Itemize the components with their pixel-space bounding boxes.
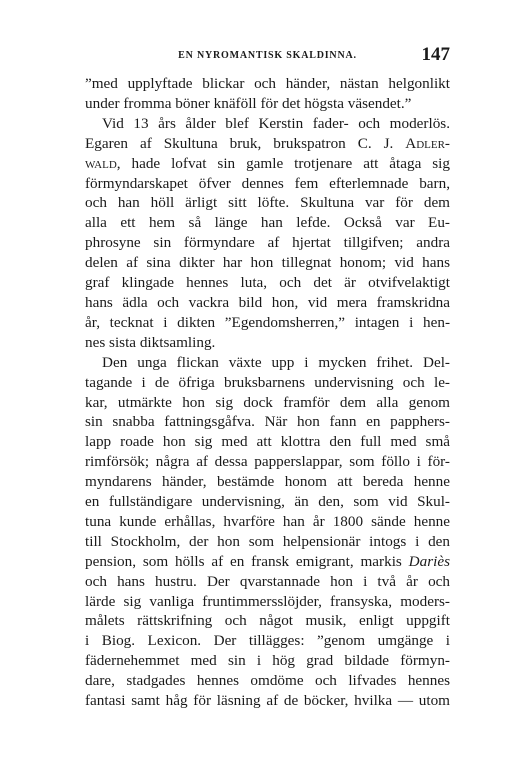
text-line: ”med upplyftade blickar och händer, nästan helgonlikt xyxy=(85,75,450,92)
text-line: och han höll ärligt sitt löfte. Skultuna var för dem xyxy=(85,194,450,212)
text-line: till Stockholm, der hon som helpensionär intogs i den xyxy=(85,532,450,550)
text-line: år, tecknat i dikten ”Egendomsherren,” intagen i hen- xyxy=(85,313,450,331)
body-text xyxy=(85,74,450,711)
text-line: Vid 13 års ålder blef Kerstin fader- och moderlös. xyxy=(102,114,450,132)
text-line: tagande i de öfriga bruksbarnens undervisning och le- xyxy=(85,373,450,391)
text-line: delen af sina dikter har hon tillegnat honom; vid hans xyxy=(85,254,450,272)
text-line: dare, stadgades hennes omdöme och lifvades hennes xyxy=(85,672,450,690)
running-head xyxy=(85,44,450,70)
text-line: lapp roade hon sig med att klottra den full med små xyxy=(85,433,450,451)
text-line: kar, utmärkte hon sig dock framför dem alla genom xyxy=(85,393,450,411)
text-line: alla ett hem så länge han lefde. Också var Eu- xyxy=(85,214,450,232)
text-line: förmyndarskapet öfver dennes fem efterlemnade barn, xyxy=(85,174,450,192)
text-line: sin snabba fattningsgåfva. När hon fann en papphers- xyxy=(85,413,450,431)
text-line: Egaren af Skultuna bruk, brukspatron C. J. Adler- xyxy=(85,134,450,152)
text-line: under fromma böner knäföll för det högsta väsendet.” xyxy=(85,94,412,112)
text-line: phrosyne sin förmyndare af hjertat tillgifven; andra xyxy=(85,234,450,252)
text-line: fädernehemmet med sin i hög grad bildade förmyn- xyxy=(85,652,450,670)
small-caps-name: Adler- xyxy=(405,134,450,152)
text-line: wald, hade lofvat sin gamle trotjenare att åtaga sig xyxy=(85,154,450,172)
small-caps-name: wald xyxy=(85,154,117,172)
text-line: fantasi samt håg för läsning af de böcker, hvilka — utom xyxy=(85,692,450,710)
text-line: graf klingade hennes luta, och det är otvifvelaktigt xyxy=(85,274,450,292)
running-title: EN NYROMANTISK SKALDINNA. xyxy=(178,50,357,61)
text-line: en fullständigare undervisning, än den, som vid Skul- xyxy=(85,493,450,511)
text-line: i Biog. Lexicon. Der tillägges: ”genom umgänge i xyxy=(85,632,450,650)
book-page xyxy=(85,44,450,711)
text-line: rimförsök; några af dessa papperslappar, som föllo i för- xyxy=(85,453,450,471)
text-line: Den unga flickan växte upp i mycken frihet. Del- xyxy=(102,353,450,371)
page-number: 147 xyxy=(421,44,450,65)
text-line: tuna kunde erhållas, hvarföre han år 1800 sände henne xyxy=(85,512,450,530)
text-line: myndarens händer, bestämde honom att bereda henne xyxy=(85,473,450,491)
text-line: lärde sig vanliga fruntimmersslöjder, fransyska, moders- xyxy=(85,592,450,610)
text-line: pension, som hölls af en fransk emigrant, markis Dariès xyxy=(85,552,450,570)
text-line: nes sista diktsamling. xyxy=(85,333,216,351)
text-line: hans ädla och vackra bild hon, vid mera framskridna xyxy=(85,293,450,311)
text-line: målets rättskrifning och något musik, enligt uppgift xyxy=(85,612,450,630)
italic-name: Dariès xyxy=(408,552,450,570)
text-line: och hans hustru. Der qvarstannade hon i två år och xyxy=(85,572,450,590)
